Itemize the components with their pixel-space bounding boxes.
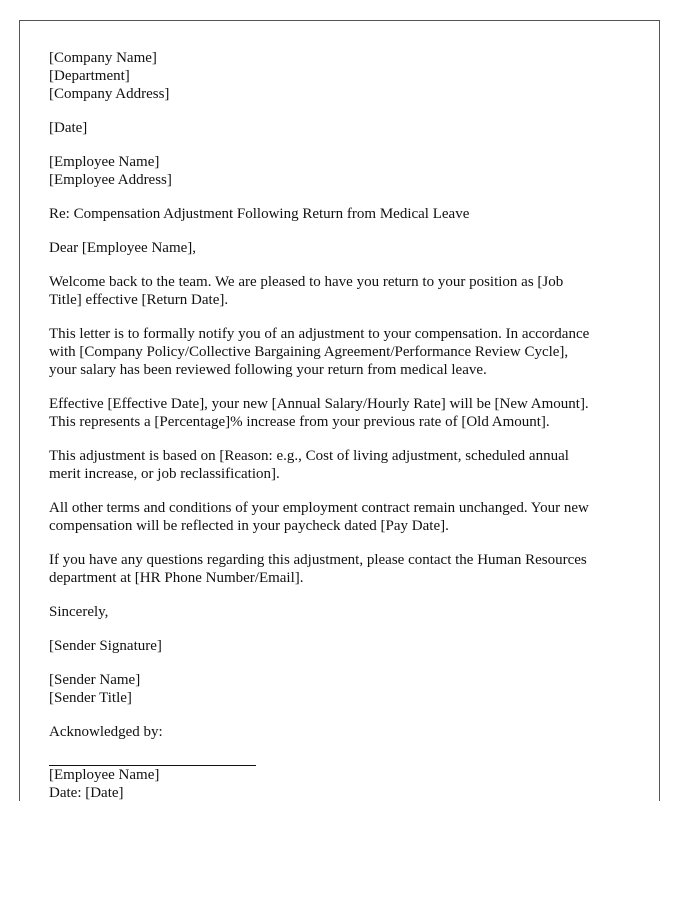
paragraph-contact xyxy=(49,551,639,587)
paragraph-line: This letter is to formally notify you of an adjustment to your compensation. In accordance xyxy=(49,326,590,342)
sender-signature: [Sender Signature] xyxy=(49,638,162,654)
paragraph-line: department at [HR Phone Number/Email]. xyxy=(49,570,304,586)
ack-employee-name: [Employee Name] xyxy=(49,767,160,783)
paragraph-line: This adjustment is based on [Reason: e.g., Cost of living adjustment, scheduled annual xyxy=(49,448,569,464)
letter-date: [Date] xyxy=(49,120,88,136)
acknowledgement-block xyxy=(49,723,639,801)
paragraph-line: with [Company Policy/Collective Bargaining Agreement/Performance Review Cycle], xyxy=(49,344,569,360)
department: [Department] xyxy=(49,68,130,84)
acknowledged-label: Acknowledged by: xyxy=(49,724,163,740)
paragraph-line: Title] effective [Return Date]. xyxy=(49,292,229,308)
paragraph-line: This represents a [Percentage]% increase from your previous rate of [Old Amount]. xyxy=(49,414,550,430)
subject-text: Re: Compensation Adjustment Following Return from Medical Leave xyxy=(49,206,470,222)
sender-details xyxy=(49,671,639,707)
letter-page xyxy=(19,20,660,801)
paragraph-new-rate xyxy=(49,395,639,431)
ack-date: Date: [Date] xyxy=(49,785,124,801)
company-name: [Company Name] xyxy=(49,50,157,66)
closing xyxy=(49,603,639,621)
paragraph-reason xyxy=(49,447,639,483)
employee-address: [Employee Address] xyxy=(49,172,172,188)
paragraph-line: All other terms and conditions of your employment contract remain unchanged. Your new xyxy=(49,500,589,516)
paragraph-line: If you have any questions regarding this adjustment, please contact the Human Resources xyxy=(49,552,587,568)
sender-name: [Sender Name] xyxy=(49,672,141,688)
signature-block xyxy=(49,637,639,655)
recipient-block xyxy=(49,153,639,189)
sender-block xyxy=(49,49,639,103)
salutation-text: Dear [Employee Name], xyxy=(49,240,197,256)
employee-name: [Employee Name] xyxy=(49,154,160,170)
salutation xyxy=(49,239,639,257)
paragraph-notification xyxy=(49,325,639,379)
paragraph-line: Effective [Effective Date], your new [Annual Salary/Hourly Rate] will be [New Amount]. xyxy=(49,396,589,412)
subject-line xyxy=(49,205,639,223)
paragraph-line: compensation will be reflected in your paycheck dated [Pay Date]. xyxy=(49,518,449,534)
closing-text: Sincerely, xyxy=(49,604,109,620)
company-address: [Company Address] xyxy=(49,86,170,102)
paragraph-welcome xyxy=(49,273,639,309)
date-block xyxy=(49,119,639,137)
paragraph-line: merit increase, or job reclassification]. xyxy=(49,466,280,482)
letter-body xyxy=(49,49,639,801)
paragraph-line: your salary has been reviewed following your return from medical leave. xyxy=(49,362,487,378)
paragraph-line: Welcome back to the team. We are pleased to have you return to your position as [Job xyxy=(49,274,564,290)
sender-title: [Sender Title] xyxy=(49,690,132,706)
paragraph-terms xyxy=(49,499,639,535)
